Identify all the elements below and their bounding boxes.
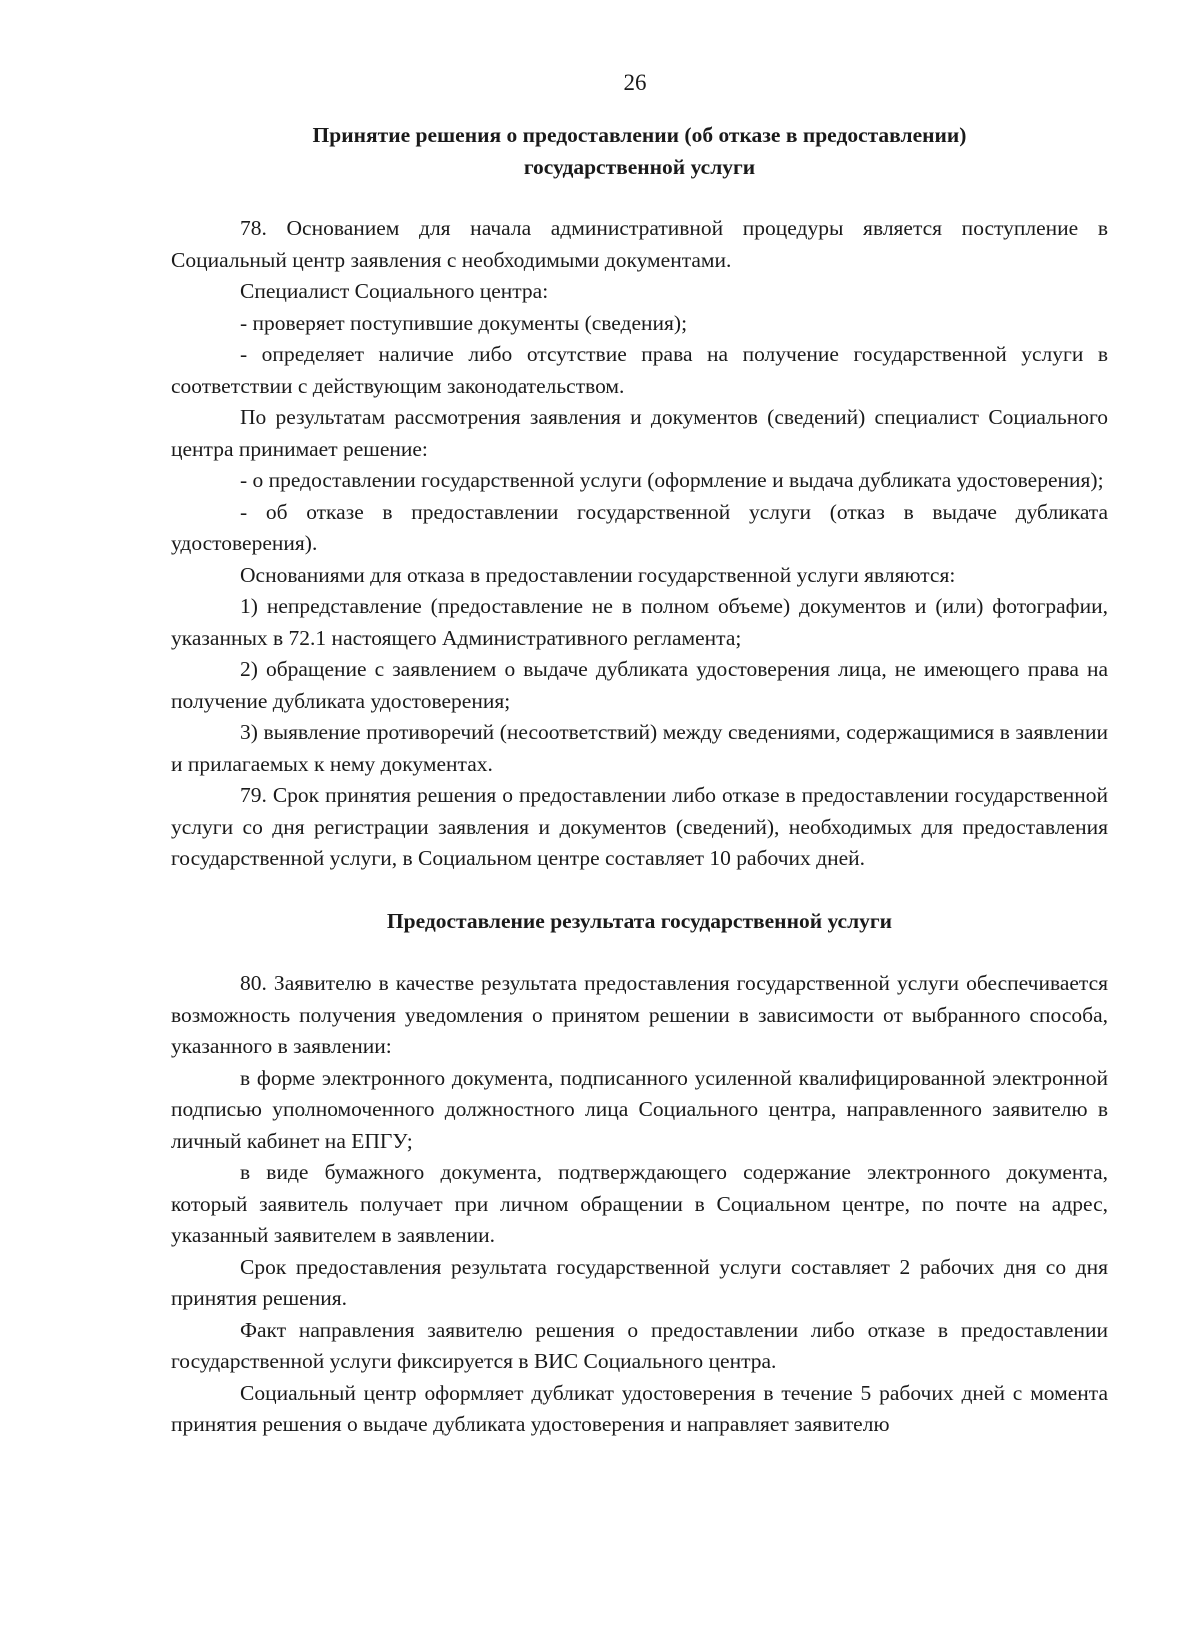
list-item-paper-document: в виде бумажного документа, подтверждающего содержание электронного документа, который заявитель получает при личном обращении в Социальном центре, по почте на адрес, указанный заявителем в заявлении. — [171, 1160, 1108, 1247]
paragraph-79: 79. Срок принятия решения о предоставлении либо отказе в предоставлении государственной услуги со дня регистрации заявления и документов (сведений), необходимых для предоставления государственной услуги, в Социальном центре составляет 10 рабочих дней. — [171, 783, 1108, 870]
section-heading-decision-line-2: государственной услуги — [523, 154, 756, 179]
paragraph-78: 78. Основанием для начала административной процедуры является поступление в Социальный центр заявления с необходимыми документами. — [171, 216, 1108, 272]
paragraph-specialist: Специалист Социального центра: — [240, 279, 549, 303]
list-item-electronic-document: в форме электронного документа, подписанного усиленной квалифицированной электронной подписью уполномоченного должностного лица Социального центра, направленного заявителю в личный кабинет на ЕПГУ; — [171, 1065, 1108, 1153]
list-item-checks-documents: - проверяет поступившие документы (сведения); — [240, 310, 688, 335]
paragraph-refusal-grounds: Основаниями для отказа в предоставлении государственной услуги являются: — [240, 562, 956, 587]
paragraph-review-results: По результатам рассмотрения заявления и документов (сведений) специалист Социального центра принимает решение: — [171, 405, 1108, 461]
section-heading-decision — [171, 120, 1108, 183]
list-item-decision-refuse: - об отказе в предоставлении государственной услуги (отказ в выдаче дубликата удостоверения). — [171, 499, 1108, 555]
list-item-decision-grant: - о предоставлении государственной услуги (оформление и выдача дубликата удостоверения); — [240, 468, 1104, 492]
page-number: 26 — [623, 70, 647, 95]
document-body — [171, 120, 1108, 1441]
list-item-ground-2: 2) обращение с заявлением о выдаче дубликата удостоверения лица, не имеющего права на получение дубликата удостоверения; — [171, 657, 1108, 713]
list-item-ground-3: 3) выявление противоречий (несоответствий) между сведениями, содержащимися в заявлении и прилагаемых к нему документах. — [171, 720, 1108, 776]
paragraph-decision-recorded: Факт направления заявителю решения о предоставлении либо отказе в предоставлении государственной услуги фиксируется в ВИС Социального центра. — [171, 1317, 1108, 1373]
list-item-ground-1: 1) непредставление (предоставление не в полном объеме) документов и (или) фотографии, указанных в 72.1 настоящего Административного регламента; — [171, 594, 1108, 650]
paragraph-result-deadline: Срок предоставления результата государственной услуги составляет 2 рабочих дня со дня принятия решения. — [171, 1254, 1108, 1310]
list-item-determines-right: - определяет наличие либо отсутствие права на получение государственной услуги в соответствии с действующим законодательством. — [171, 342, 1108, 398]
section-heading-result: Предоставление результата государственной услуги — [386, 908, 893, 933]
section-heading-decision-line-1: Принятие решения о предоставлении (об отказе в предоставлении) — [312, 123, 967, 147]
paragraph-80: 80. Заявителю в качестве результата предоставления государственной услуги обеспечивается возможность получения уведомления о принятом решении в зависимости от выбранного способа, указанного в заявлении: — [171, 971, 1108, 1058]
paragraph-duplicate-issue: Социальный центр оформляет дубликат удостоверения в течение 5 рабочих дней с момента принятия решения о выдаче дубликата удостоверения и направляет заявителю — [171, 1380, 1108, 1436]
